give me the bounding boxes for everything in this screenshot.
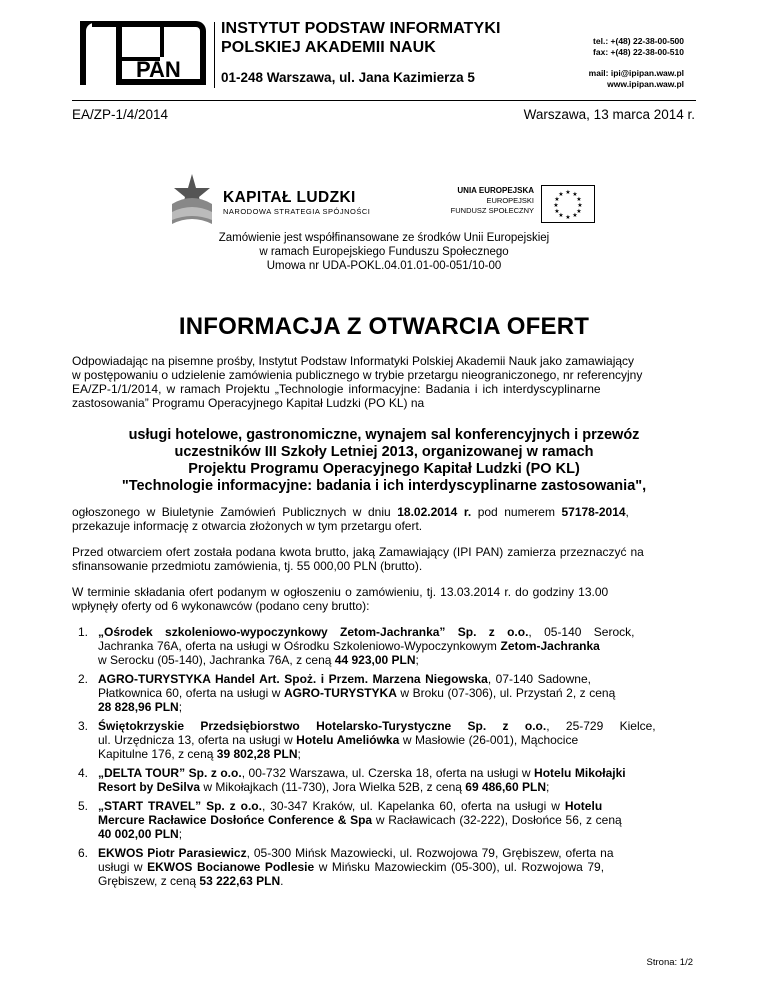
contact-web: mail: ipi@ipipan.waw.pl www.ipipan.waw.pl <box>588 68 684 89</box>
svg-text:★: ★ <box>576 208 582 215</box>
kapital-ludzki-emblem <box>168 174 216 226</box>
svg-text:★: ★ <box>572 212 578 219</box>
offer-item: Świętokrzyskie Przedsiębiorstwo Hotelarsko-Turystyczne Sp. z o.o., 25-729 Kielce, ul. Urzędnicza 13, oferta na usługi w Hotelu Ameliówka w Masłowie (26-001), Mąchocice Kapitulne 176, z ceną 39 802,28 PLN; <box>98 719 656 761</box>
publication-paragraph: ogłoszonego w Biuletynie Zamówień Publicznych w dniu 18.02.2014 r. pod numerem 57178-2014, przekazuje informację z otwarcia złożonych w tym przetargu ofert. <box>72 505 629 533</box>
institute-address: 01-248 Warszawa, ul. Jana Kazimierza 5 <box>221 70 475 85</box>
offer-item: EKWOS Piotr Parasiewicz, 05-300 Mińsk Mazowiecki, ul. Rozwojowa 79, Grębiszew, oferta na usługi w EKWOS Bocianowe Podlesie w Mińsku Mazowieckim (05-300), ul. Rozwojowa 79, Grębiszew, z ceną 53 222,63 PLN. <box>98 846 614 888</box>
place-date: Warszawa, 13 marca 2014 r. <box>523 107 695 122</box>
publication-date: 18.02.2014 r. <box>397 505 472 519</box>
header-rule <box>72 100 696 101</box>
offer-item: „DELTA TOUR” Sp. z o.o., 00-732 Warszawa, ul. Czerska 18, oferta na usługi w Hotelu Mikołajki Resort by DeSilva w Mikołajkach (11-730), Jora Wielka 52B, z ceną 69 486,60 PLN; <box>98 766 626 794</box>
reference-number: EA/ZP-1/4/2014 <box>72 107 169 122</box>
svg-text:★: ★ <box>565 214 571 221</box>
offer-item: AGRO-TURYSTYKA Handel Art. Spoż. i Przem. Marzena Niegowska, 07-140 Sadowne, Płatkownica 60, oferta na usługi w AGRO-TURYSTYKA w Broku (07-306), ul. Przystań 2, z ceną 28 828,96 PLN; <box>98 672 616 714</box>
cofinancing-note: Zamówienie jest współfinansowane ze środków Unii Europejskiej w ramach Europejskiego Funduszu Społecznego Umowa nr UDA-POKL.04.01.01-00-051/10-00 <box>218 232 550 272</box>
svg-text:★: ★ <box>576 196 582 203</box>
svg-text:★: ★ <box>554 196 560 203</box>
offer-number: 6. <box>78 846 89 860</box>
budget-paragraph: Przed otwarciem ofert została podana kwota brutto, jaką Zamawiający (IPI PAN) zamierza przeznaczyć na sfinansowanie przedmiotu zamówienia, tj. 55 000,00 PLN (brutto). <box>72 545 644 573</box>
offer-item: „START TRAVEL” Sp. z o.o., 30-347 Kraków, ul. Kapelanka 60, oferta na usługi w Hotelu Mercure Racławice Dosłońce Conference & Spa w Racławicach (32-222), Dosłońce 56, z ceną 40 002,00 PLN; <box>98 799 622 841</box>
kapital-ludzki-subtitle: NARODOWA STRATEGIA SPÓJNOŚCI <box>223 207 371 216</box>
svg-text:★: ★ <box>558 212 564 219</box>
svg-text:★: ★ <box>577 202 583 209</box>
svg-text:★: ★ <box>558 191 564 198</box>
institute-name: INSTYTUT PODSTAW INFORMATYKI POLSKIEJ AKADEMII NAUK <box>221 20 501 56</box>
svg-text:★: ★ <box>565 189 571 196</box>
logo-text: PAN <box>136 57 181 82</box>
offer-item: „Ośrodek szkoleniowo-wypoczynkowy Zetom-Jachranka” Sp. z o.o., 05-140 Serock, Jachranka 76A, oferta na usługi w Ośrodku Szkoleniowo-Wypoczynkowym Zetom-Jachranka w Serocku (05-140), Jachranka 76A, z ceną 44 923,00 PLN; <box>98 625 635 667</box>
svg-text:★: ★ <box>553 202 559 209</box>
offer-number: 1. <box>78 625 89 639</box>
eu-text: UNIA EUROPEJSKA EUROPEJSKI FUNDUSZ SPOŁECZNY <box>450 186 534 215</box>
offer-number: 4. <box>78 766 89 780</box>
deadline-paragraph: W terminie składania ofert podanym w ogłoszeniu o zamówieniu, tj. 13.03.2014 r. do godziny 13.00 wpłynęły oferty od 6 wykonawców (podano ceny brutto): <box>72 585 609 613</box>
eu-flag-icon <box>541 185 595 223</box>
kapital-ludzki-title: KAPITAŁ LUDZKI <box>223 189 356 206</box>
header-divider <box>214 22 215 88</box>
offer-number: 3. <box>78 719 89 733</box>
svg-text:★: ★ <box>572 191 578 198</box>
ipipan-logo <box>76 17 210 89</box>
document-title: INFORMACJA Z OTWARCIA OFERT <box>178 313 590 340</box>
contract-subject: usługi hotelowe, gastronomiczne, wynajem sal konferencyjnych i przewóz uczestników III Szkoły Letniej 2013, organizowanej w ramach Projektu Programu Operacyjnego Kapitał Ludzki (PO KL) "Technologie informacyjne: badania i ich interdyscyplinarne zastosowania", <box>121 427 647 494</box>
contact-phones: tel.: +(48) 22-38-00-500 fax: +(48) 22-38-00-510 <box>593 36 684 57</box>
offer-number: 5. <box>78 799 89 813</box>
offer-number: 2. <box>78 672 89 686</box>
svg-text:★: ★ <box>554 208 560 215</box>
page-number: Strona: 1/2 <box>646 957 693 968</box>
intro-paragraph: Odpowiadając na pisemne prośby, Instytut Podstaw Informatyki Polskiej Akademii Nauk jako zamawiający w postępowaniu o udzielenie zamówienia publicznego w trybie przetargu nieograniczonego, nr referencyjny EA/ZP-1/1/2014, w ramach Projektu „Technologie informacyjne: Badania i ich interdyscyplinarne zastosowania” Programu Operacyjnego Kapitał Ludzki (PO KL) na <box>72 354 643 410</box>
publication-number: 57178-2014 <box>561 505 626 519</box>
